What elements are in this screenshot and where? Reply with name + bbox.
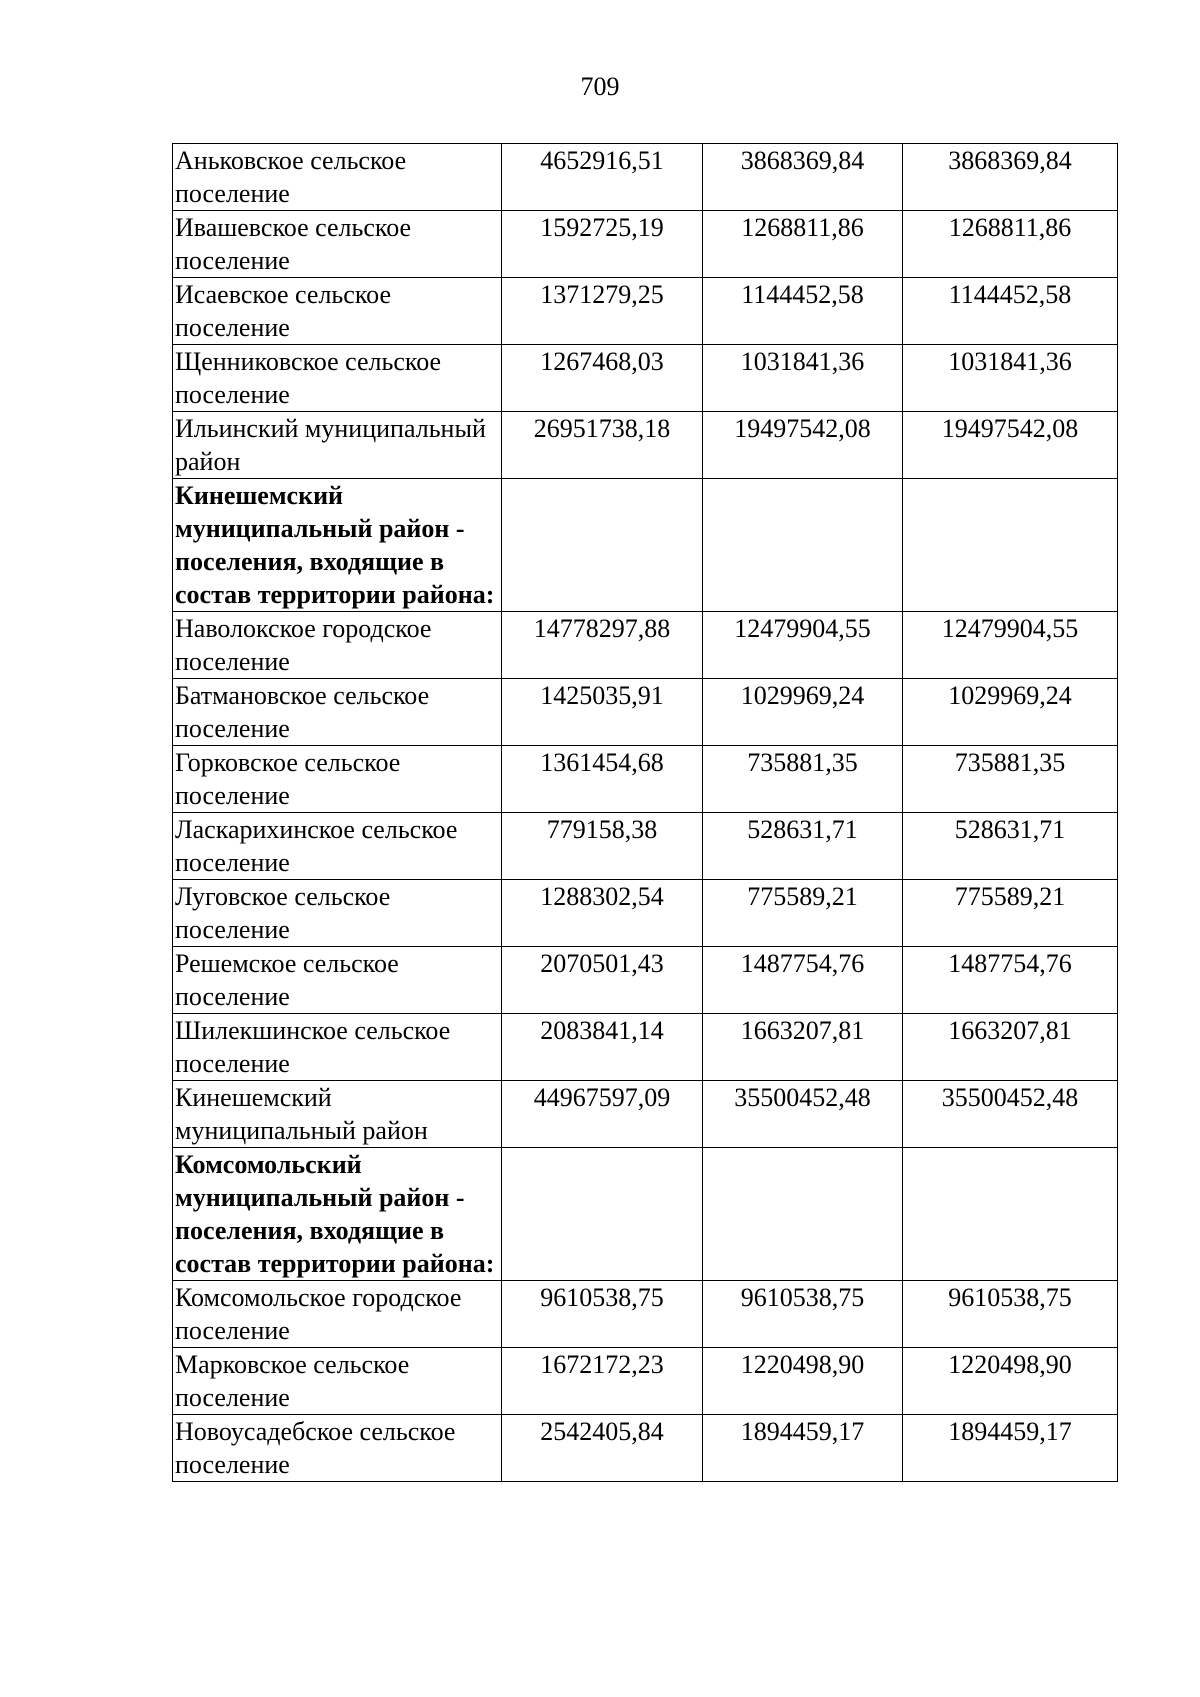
value-column-1-cell: 779158,38 bbox=[502, 813, 703, 880]
value-column-1-cell: 2083841,14 bbox=[502, 1014, 703, 1081]
value-column-1-cell: 9610538,75 bbox=[502, 1281, 703, 1348]
value-column-1-cell: 1267468,03 bbox=[502, 345, 703, 412]
table-row bbox=[173, 345, 1118, 412]
value-column-2-cell: 1268811,86 bbox=[703, 211, 903, 278]
value-column-1-cell: 44967597,09 bbox=[502, 1081, 703, 1148]
table-row bbox=[173, 1281, 1118, 1348]
municipality-name-cell: Кинешемский муниципальный район bbox=[173, 1081, 502, 1148]
value-column-2-cell: 12479904,55 bbox=[703, 612, 903, 679]
value-column-3-cell: 35500452,48 bbox=[903, 1081, 1118, 1148]
value-column-2-cell: 35500452,48 bbox=[703, 1081, 903, 1148]
value-column-1-cell bbox=[502, 479, 703, 612]
value-column-3-cell: 528631,71 bbox=[903, 813, 1118, 880]
value-column-2-cell: 1029969,24 bbox=[703, 679, 903, 746]
table-row bbox=[173, 1014, 1118, 1081]
table-row bbox=[173, 144, 1118, 211]
value-column-3-cell: 9610538,75 bbox=[903, 1281, 1118, 1348]
value-column-2-cell: 1220498,90 bbox=[703, 1348, 903, 1415]
table-row bbox=[173, 278, 1118, 345]
value-column-2-cell: 528631,71 bbox=[703, 813, 903, 880]
value-column-2-cell bbox=[703, 479, 903, 612]
value-column-1-cell: 1672172,23 bbox=[502, 1348, 703, 1415]
municipality-name-cell: Марковское сельское поселение bbox=[173, 1348, 502, 1415]
budget-table-body bbox=[173, 144, 1118, 1482]
table-row bbox=[173, 947, 1118, 1014]
value-column-2-cell: 1663207,81 bbox=[703, 1014, 903, 1081]
municipality-name-cell: Комсомольское городское поселение bbox=[173, 1281, 502, 1348]
value-column-1-cell: 4652916,51 bbox=[502, 144, 703, 211]
value-column-3-cell: 1663207,81 bbox=[903, 1014, 1118, 1081]
municipality-name-cell: Батмановское сельское поселение bbox=[173, 679, 502, 746]
table-section-heading-row bbox=[173, 479, 1118, 612]
value-column-3-cell: 3868369,84 bbox=[903, 144, 1118, 211]
value-column-1-cell: 1425035,91 bbox=[502, 679, 703, 746]
municipality-name-cell: Луговское сельское поселение bbox=[173, 880, 502, 947]
value-column-3-cell: 1031841,36 bbox=[903, 345, 1118, 412]
value-column-1-cell: 2070501,43 bbox=[502, 947, 703, 1014]
value-column-2-cell: 3868369,84 bbox=[703, 144, 903, 211]
municipality-name-cell: Ласкарихинское сельское поселение bbox=[173, 813, 502, 880]
value-column-3-cell bbox=[903, 479, 1118, 612]
value-column-2-cell: 1144452,58 bbox=[703, 278, 903, 345]
table-row bbox=[173, 813, 1118, 880]
value-column-2-cell: 1031841,36 bbox=[703, 345, 903, 412]
table-row bbox=[173, 679, 1118, 746]
municipality-name-cell: Ильинский муниципальный район bbox=[173, 412, 502, 479]
table-row bbox=[173, 880, 1118, 947]
value-column-1-cell bbox=[502, 1148, 703, 1281]
value-column-3-cell: 735881,35 bbox=[903, 746, 1118, 813]
table-row bbox=[173, 746, 1118, 813]
value-column-3-cell: 1220498,90 bbox=[903, 1348, 1118, 1415]
municipality-name-cell: Горковское сельское поселение bbox=[173, 746, 502, 813]
municipality-name-cell: Аньковское сельское поселение bbox=[173, 144, 502, 211]
table-row bbox=[173, 412, 1118, 479]
table-row bbox=[173, 1081, 1118, 1148]
value-column-3-cell: 1894459,17 bbox=[903, 1415, 1118, 1482]
page-number: 709 bbox=[580, 72, 620, 101]
table-row bbox=[173, 1415, 1118, 1482]
budget-table bbox=[172, 143, 1118, 1482]
municipality-name-cell: Щенниковское сельское поселение bbox=[173, 345, 502, 412]
municipality-name-cell: Новоусадебское сельское поселение bbox=[173, 1415, 502, 1482]
value-column-2-cell: 19497542,08 bbox=[703, 412, 903, 479]
value-column-3-cell: 12479904,55 bbox=[903, 612, 1118, 679]
value-column-3-cell: 775589,21 bbox=[903, 880, 1118, 947]
value-column-1-cell: 26951738,18 bbox=[502, 412, 703, 479]
value-column-3-cell: 1487754,76 bbox=[903, 947, 1118, 1014]
value-column-2-cell bbox=[703, 1148, 903, 1281]
municipality-name-cell: Исаевское сельское поселение bbox=[173, 278, 502, 345]
value-column-2-cell: 775589,21 bbox=[703, 880, 903, 947]
municipality-name-cell: Шилекшинское сельское поселение bbox=[173, 1014, 502, 1081]
value-column-1-cell: 14778297,88 bbox=[502, 612, 703, 679]
municipality-name-cell: Кинешемский муниципальный район - поселения, входящие в состав территории района: bbox=[173, 479, 502, 612]
municipality-name-cell: Комсомольский муниципальный район - поселения, входящие в состав территории района: bbox=[173, 1148, 502, 1281]
value-column-1-cell: 1288302,54 bbox=[502, 880, 703, 947]
value-column-1-cell: 1371279,25 bbox=[502, 278, 703, 345]
value-column-3-cell: 19497542,08 bbox=[903, 412, 1118, 479]
value-column-2-cell: 1894459,17 bbox=[703, 1415, 903, 1482]
table-section-heading-row bbox=[173, 1148, 1118, 1281]
value-column-1-cell: 1592725,19 bbox=[502, 211, 703, 278]
value-column-3-cell: 1029969,24 bbox=[903, 679, 1118, 746]
value-column-1-cell: 2542405,84 bbox=[502, 1415, 703, 1482]
value-column-3-cell: 1144452,58 bbox=[903, 278, 1118, 345]
value-column-1-cell: 1361454,68 bbox=[502, 746, 703, 813]
value-column-3-cell bbox=[903, 1148, 1118, 1281]
municipality-name-cell: Решемское сельское поселение bbox=[173, 947, 502, 1014]
municipality-name-cell: Наволокское городское поселение bbox=[173, 612, 502, 679]
table-row bbox=[173, 612, 1118, 679]
value-column-2-cell: 9610538,75 bbox=[703, 1281, 903, 1348]
value-column-3-cell: 1268811,86 bbox=[903, 211, 1118, 278]
municipality-name-cell: Ивашевское сельское поселение bbox=[173, 211, 502, 278]
table-row bbox=[173, 211, 1118, 278]
table-row bbox=[173, 1348, 1118, 1415]
value-column-2-cell: 1487754,76 bbox=[703, 947, 903, 1014]
value-column-2-cell: 735881,35 bbox=[703, 746, 903, 813]
